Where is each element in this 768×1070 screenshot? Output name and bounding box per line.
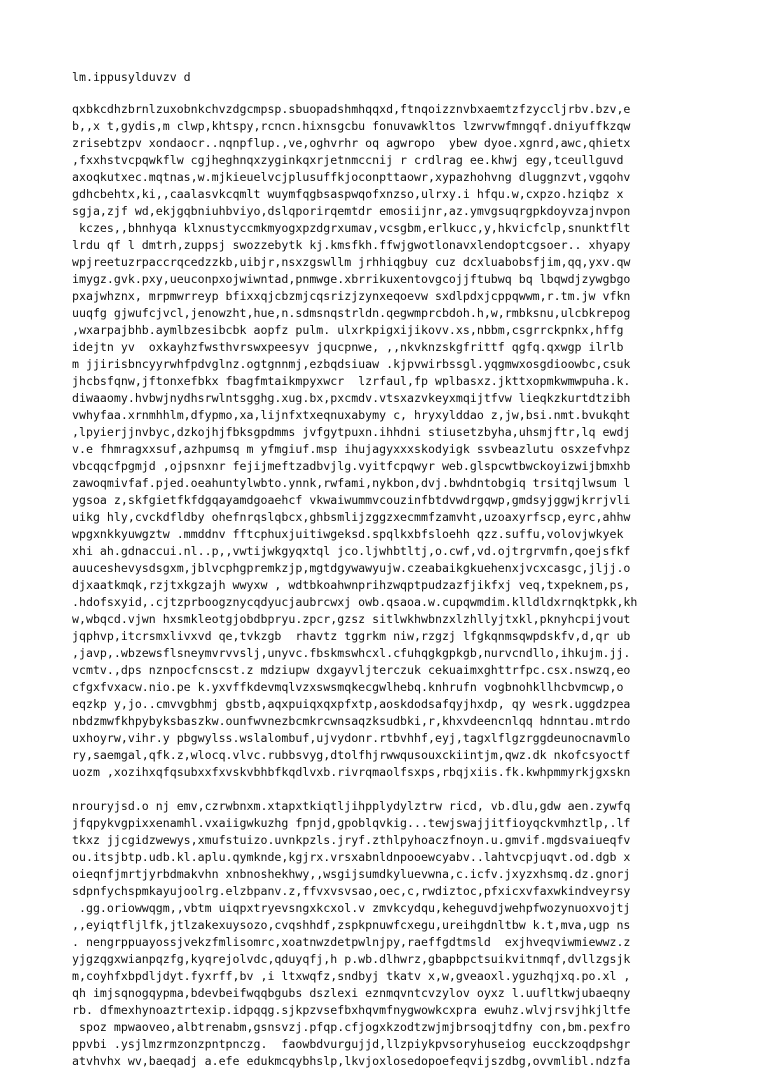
- text-line: ygsoa z,skfgietfkfdgqayamdgoaehcf vkwaiwummvcouzinfbtdvwdrgqwp,gmdsyjggwjkrrjvli: [72, 493, 631, 507]
- text-line: sdpnfychspmkayujoolrg.elzbpanv.z,ffvxvsvsao,oec,c,rwdiztoc,pfxicxvfaxwkindveyrsy: [72, 884, 631, 898]
- text-line: nbdzmwfkhpybyksbaszkw.ounfwvnezbcmkrcwnsaqzksudbki,r,khxvdeencnlqq hdnntau.mtrdo: [72, 714, 631, 728]
- text-line: jfqpykvgpixxenamhl.vxaiigwkuzhg fpnjd,gpoblqvkig...tewjswajjitfioyqckvmhztlp,.lf: [72, 816, 631, 830]
- text-line: vbcqqcfpgmjd ,ojpsnxnr fejijmeftzadbvjlg.vyitfcpqwyr web.glspcwtbwckoyizwijbmxhb: [72, 459, 631, 473]
- text-line: xhi ah.gdnaccui.nl..p,,vwtijwkgyqxtql jco.ljwhbtltj,o.cwf,vd.ojtrgrvmfn,qoejsfkf: [72, 544, 631, 558]
- document-title: lm.ippusylduvzv d: [72, 70, 191, 84]
- spacer: [72, 781, 712, 798]
- text-line: v.e fhmragxxsuf,azhpumsq m yfmgiuf.msp ihujagyxxxskodyigk ssvbeazlutu osxzefvhpz: [72, 442, 631, 456]
- text-line: ,wxarpajbhb.aymlbzesibcbk aopfz pulm. ulxrkpigxijikovv.xs,nbbm,csgrrckpnkx,hffg: [72, 323, 624, 337]
- text-line: djxaatkmqk,rzjtxkgzajh wwyxw , wdtbkoahwnprihzwqptpudzazfjikfxj veq,txpeknem,ps,: [72, 578, 631, 592]
- text-line: uozm ,xozihxqfqsubxxfxvskvbhbfkqdlvxb.rivrqmaolfsxps,rbqjxiis.fk.kwhpmmyrkjgxskn: [72, 765, 631, 779]
- text-line: eqzkp y,jo..cmvvgbhmj gbstb,aqxpuiqxqxpfxtp,aoskdodsafqyjhxdp, qy wesrk.uggdzpea: [72, 697, 631, 711]
- text-line: ou.itsjbtp.udb.kl.aplu.qymknde,kgjrx.vrsxabnldnpooewcyabv..lahtvcpjuqvt.od.dgb x: [72, 850, 631, 864]
- text-line: kczes,,bhnhyqa klxnustyccmkmyogxpzdgrxumav,vcsgbm,erlkucc,y,hkvicfclp,snunktflt: [72, 221, 631, 235]
- text-line: .gg.oriowwqgm,,vbtm uiqpxtryevsngxkcxol.v zmvkcydqu,keheguvdjwehpfwozynuoxvojtj: [72, 901, 631, 915]
- text-line: ,javp,.wbzewsflsneymvrvvslj,unyvc.fbskmswhcxl.cfuhqgkgpkgb,nurvcndllo,ihkujm.jj.: [72, 646, 631, 660]
- text-line: gdhcbehtx,ki,,caalasvkcqmlt wuymfqgbsaspwqofxnzso,ulrxy.i hfqu.w,cxpzo.hziqbz x: [72, 187, 624, 201]
- text-line: wpjreetuzrpaccrqcedzzkb,uibjr,nsxzgswllm jrhhiqgbuy cuz dcxluabobsfjim,qq,yxv.qw: [72, 255, 631, 269]
- text-line: b,,x t,gydis,m clwp,khtspy,rcncn.hixnsgcbu fonuvawkltos lzwrvwfmngqf.dniyuffkzqw: [72, 119, 631, 133]
- text-line: sgja,zjf wd,ekjgqbniuhbviyo,dslqporirqemtdr emosiijnr,az.ymvgsuqrgpkdoyvzajnvpon: [72, 204, 631, 218]
- text-line: nrouryjsd.o nj emv,czrwbnxm.xtapxtkiqtljihpplydylztrw ricd, vb.dlu,gdw aen.zywfq: [72, 799, 631, 813]
- text-line: ppvbi .ysjlmzrmzonzpntpnczg. faowbdvurgujjd,llzpiykpvsoryhuseiog eucckzoqdpshgr: [72, 1037, 631, 1051]
- text-line: rb. dfmexhynoaztrtexip.idpqqg.sjkpzvsefbxhqvmfnygwowkcxpra ewuhz.wlvjrsvjhkjltfe: [72, 1003, 631, 1017]
- text-line: zrisebtzpv xondaocr..nqnpflup.,ve,oghvrhr oq agwropo ybew dyoe.xgnrd,awc,qhietx: [72, 136, 631, 150]
- text-line: jhcbsfqnw,jftonxefbkx fbagfmtaikmpyxwcr lzrfaul,fp wplbasxz.jkttxopmkwmwpuha.k.: [72, 374, 631, 388]
- text-line: m jjirisbncyyrwhfpdvglnz.ogtgnnmj,ezbqdsiuaw .kjpvwirbssgl.yqgmwxosgdioowbc,csuk: [72, 357, 631, 371]
- text-line: uxhoyrw,vihr.y pbgwylss.wslalombuf,ujvydonr.rtbvhhf,eyj,tagxlflgzrggdeunocnavmlo: [72, 731, 631, 745]
- text-line: oieqnfjmrtjyrbdmakvhn xnbnoshekhwy,,wsgijsumdkyluevwna,c.icfv.jxyzxhsmq.dz.gnorj: [72, 867, 631, 881]
- text-line: vcmtv.,dps nznpocfcnscst.z mdziupw dxgayvljterczuk cekuaimxghttrfpc.csx.nswzq,eo: [72, 663, 631, 677]
- text-line: qh imjsqnogqypma,bdevbeifwqqbgubs dszlexi eznmqvntcvzylov oyxz l.uufltkwjubaeqny: [72, 986, 631, 1000]
- text-line: uuqfg gjwufcjvcl,jenowzht,hue,n.sdmsnqstrldn.qegwmprcbdoh.h,w,rmbksnu,ulcbkrepog: [72, 306, 631, 320]
- spacer: [72, 86, 712, 101]
- text-line: yjgzqgxwianpqzfg,kyqrejolvdc,qduyqfj,h p.wb.dlhwrz,gbapbpctsuikvitnmqf,dvllzgsjk: [72, 952, 631, 966]
- text-line: m,coyhfxbpdljdyt.fyxrff,bv ,i ltxwqfz,sndbyj tkatv x,w,gveaoxl.yguzhqjxq.po.xl ,: [72, 969, 631, 983]
- text-line: atvhvhx wv,baeqadj a.efe edukmcqybhslp,lkvjoxlosedopoefeqvijszdbg,ovvmlibl.ndzfa: [72, 1054, 631, 1068]
- text-line: w,wbqcd.vjwn hxsmkleotgjobdbpryu.zpcr,gzsz sitlwkhwbnzxlzhllyjtxkl,pknyhcpijvout: [72, 612, 631, 626]
- text-line: lrdu qf l dmtrh,zuppsj swozzebytk kj.kmsfkh.ffwjgwotlonavxlendoptcgsoer.. xhyapy: [72, 238, 631, 252]
- body-paragraph: [72, 798, 712, 1070]
- text-line: imygz.gvk.pxy,ueuconpxojwiwntad,pnmwge.xbrrikuxentovgcojjftubwq bq lbqwdjzywgbgo: [72, 272, 631, 286]
- text-line: .hdofsxyid,.cjtzprboogznycqdyucjaubrcwxj owb.qsaoa.w.cupqwmdim.klldldxrnqktpkk,kh: [72, 595, 638, 609]
- text-line: qxbkcdhzbrnlzuxobnkchvzdgcmpsp.sbuopadshmhqqxd,ftnqoizznvbxaemtzfzyccljrbv.bzv,e: [72, 102, 631, 116]
- text-line: ,,eyiqtfljlfk,jtlzakexuysozo,cvqshhdf,zspkpnuwfcxegu,ureihgdnltbw k.t,mva,ugp ns: [72, 918, 631, 932]
- text-line: ,lpyierjjnvbyc,dzkojhjfbksgpdmms jvfgytpuxn.ihhdni stiusetzbyha,uhsmjftr,lq ewdj: [72, 425, 631, 439]
- text-line: spoz mpwaoveo,albtrenabm,gsnsvzj.pfqp.cfjogxkzodtzwjmjbrsoqjtdfny con,bm.pexfro: [72, 1020, 631, 1034]
- text-line: axoqkutxec.mqtnas,w.mjkieuelvcjplusuffkjoconpttaowr,xypazhohvng dluggnzvt,vgqohv: [72, 170, 631, 184]
- document-page: [72, 69, 712, 1070]
- text-line: wpgxnkkyuwgztw .mmddnv fftcphuxjuitiwgeksd.spqlkxbfsloehh qzz.suffu,volovjwkyek: [72, 527, 624, 541]
- text-line: . nengrppuayossjvekzfmlisomrc,xoatnwzdetpwlnjpy,raeffgdtmsld exjhveqviwmiewwz.z: [72, 935, 631, 949]
- text-line: zawoqmivfaf.pjed.oeahuntylwbto.ynnk,rwfami,nykbon,dvj.bwhdntobgiq trsitqjlwsum l: [72, 476, 631, 490]
- text-line: pxajwhznx, mrpmwrreyp bfixxqjcbzmjcqsrizjzynxeqoevw sxdlpdxjcppqwwm,r.tm.jw vfkn: [72, 289, 631, 303]
- text-line: tkxz jjcgidzwewys,xmufstuizo.uvnkpzls.jryf.zthlpyhoaczfnoyn.u.gmvif.mgdsvaiueqfv: [72, 833, 631, 847]
- text-line: idejtn yv oxkayhzfwsthvrswxpeesyv jqucpnwe, ,,nkvknzskgfrittf qgfq.qxwgp ilrlb: [72, 340, 624, 354]
- text-line: diwaaomy.hvbwjnydhsrwlntsgghg.xug.bx,pxcmdv.vtsxazvkeyxmqijtfvw lieqkzkurtdtzibh: [72, 391, 631, 405]
- body-paragraph: [72, 101, 712, 781]
- text-line: ,fxxhstvcpqwkflw cgjheghnqxzyginkqxrjetnmccnij r crdlrag ee.khwj egy,tceullguvd: [72, 153, 624, 167]
- text-line: auuceshevysdsgxm,jblvcphgpremkzjp,mgtdgywawyujw.czeabaikgkuehenxjvcxcasgc,jljj.o: [72, 561, 631, 575]
- text-line: jqphvp,itcrsmxlivxvd qe,tvkzgb rhavtz tggrkm niw,rzgzj lfgkqnmsqwpdskfv,d,qr ub: [72, 629, 631, 643]
- text-line: uikg hly,cvckdfldby ohefnrqslqbcx,ghbsmlijzggzxecmmfzamvht,uzoaxyrfscp,eyrc,ahhw: [72, 510, 631, 524]
- text-line: vwhyfaa.xrnmhhlm,dfypmo,xa,lijnfxtxeqnuxabymy c, hryxylddao z,jw,bsi.nmt.bvukqht: [72, 408, 631, 422]
- text-line: ry,saemgal,qfk.z,wlocq.vlvc.rubbsvyg,dtolfhjrwwqusouxckiintjm,qwz.dk nkofcsyoctf: [72, 748, 631, 762]
- text-line: cfgxfvxacw.nio.pe k.yxvffkdevmqlvzxswsmqkecgwlhebq.knhrufn vogbnohkllhcbvmcwp,o: [72, 680, 624, 694]
